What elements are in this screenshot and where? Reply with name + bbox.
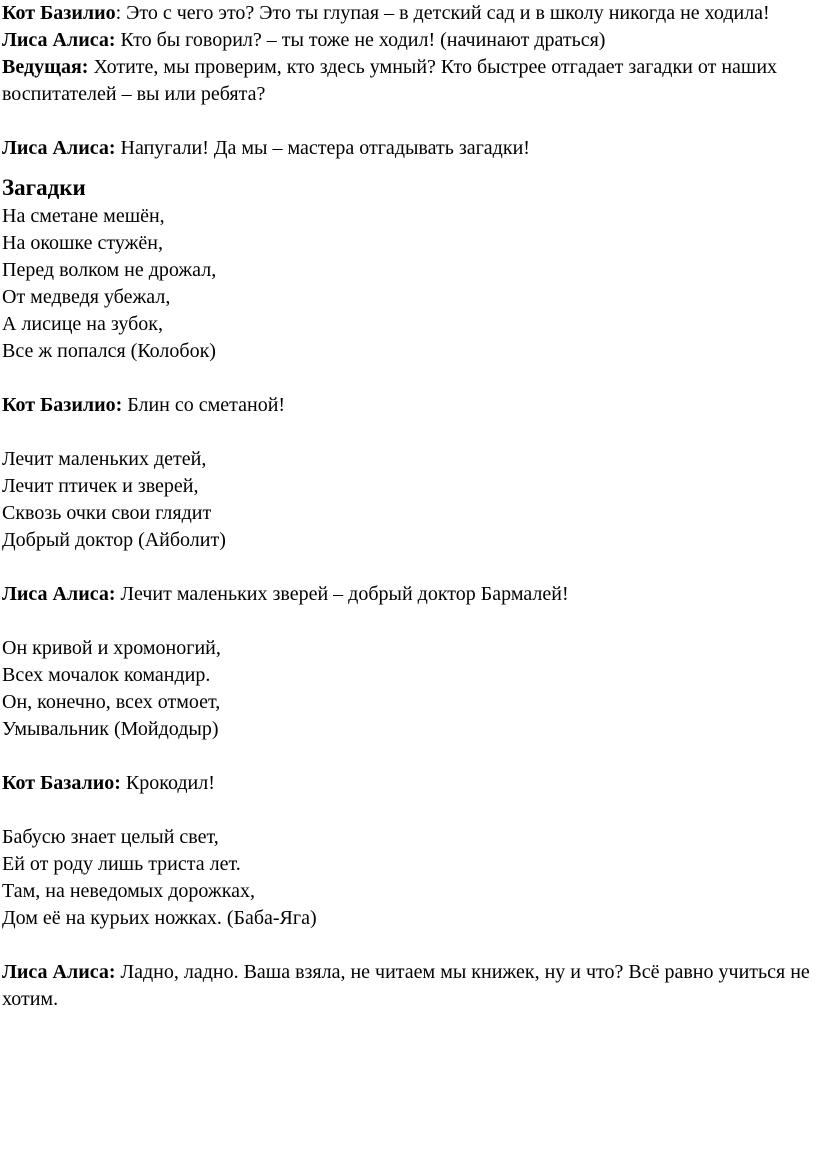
blank-line xyxy=(2,932,812,959)
riddle-line: Сквозь очки свои глядит xyxy=(2,502,212,524)
riddle-line: От медведя убежал, xyxy=(2,286,171,308)
dialogue-text: Лечит маленьких зверей – добрый доктор Бармалей! xyxy=(120,583,569,605)
riddles-heading: Загадки xyxy=(2,175,86,200)
dialogue-text: Это с чего это? Это ты глупая – в детский сад и в школу никогда не ходила! xyxy=(126,2,770,24)
riddle-line: Перед волком не дрожал, xyxy=(2,259,217,281)
riddle-line: Ей от роду лишь триста лет. xyxy=(2,853,241,875)
riddle-line: Все ж попался (Колобок) xyxy=(2,340,216,362)
dialogue-text: Ладно, ладно. Ваша взяла, не читаем мы книжек, ну и что? Всё равно учиться не хотим. xyxy=(2,961,810,1010)
riddle-2 xyxy=(2,446,812,554)
speaker-name: Лиса Алиса: xyxy=(2,583,116,605)
dialogue-line xyxy=(2,392,812,419)
blank-line xyxy=(2,797,812,824)
blank-line xyxy=(2,419,812,446)
blank-line xyxy=(2,608,812,635)
dialogue-line xyxy=(2,54,812,108)
speaker-name: Лиса Алиса: xyxy=(2,29,116,51)
dialogue-text: Крокодил! xyxy=(125,772,215,794)
speaker-name: Кот Базалио: xyxy=(2,772,121,794)
riddle-line: А лисице на зубок, xyxy=(2,313,163,335)
riddle-line: Умывальник (Мойдодыр) xyxy=(2,718,219,740)
riddle-line: На сметане мешён, xyxy=(2,205,165,227)
blank-line xyxy=(2,108,812,135)
speaker-name: Лиса Алиса: xyxy=(2,961,116,983)
dialogue-line xyxy=(2,770,812,797)
riddle-line: Он, конечно, всех отмоет, xyxy=(2,691,221,713)
riddle-line: Он кривой и хромоногий, xyxy=(2,637,221,659)
riddle-line: Лечит птичек и зверей, xyxy=(2,475,199,497)
speaker-separator: : xyxy=(115,2,127,24)
dialogue-line xyxy=(2,959,812,1013)
riddle-4 xyxy=(2,824,812,932)
riddle-1 xyxy=(2,203,812,365)
speaker-name: Лиса Алиса: xyxy=(2,137,116,159)
dialogue-text: Напугали! Да мы – мастера отгадывать загадки! xyxy=(120,137,530,159)
blank-line xyxy=(2,743,812,770)
riddle-line: Там, на неведомых дорожках, xyxy=(2,880,256,902)
speaker-name: Кот Базилио: xyxy=(2,394,123,416)
dialogue-text: Кто бы говорил? – ты тоже не ходил! (начинают драться) xyxy=(120,29,606,51)
riddle-3 xyxy=(2,635,812,743)
riddle-line: На окошке стужён, xyxy=(2,232,164,254)
blank-line xyxy=(2,554,812,581)
riddle-line: Дом её на курьих ножках. (Баба-Яга) xyxy=(2,907,317,929)
dialogue-line xyxy=(2,135,812,162)
dialogue-text: Хотите, мы проверим, кто здесь умный? Кто быстрее отгадает загадки от наших воспитателей – вы или ребята? xyxy=(2,56,778,105)
blank-line xyxy=(2,365,812,392)
dialogue-line xyxy=(2,0,812,27)
dialogue-line xyxy=(2,581,812,608)
speaker-name: Ведущая: xyxy=(2,56,89,78)
riddle-line: Лечит маленьких детей, xyxy=(2,448,207,470)
riddle-line: Бабусю знает целый свет, xyxy=(2,826,219,848)
riddle-line: Добрый доктор (Айболит) xyxy=(2,529,226,551)
riddle-line: Всех мочалок командир. xyxy=(2,664,211,686)
dialogue-text: Блин со сметаной! xyxy=(127,394,286,416)
speaker-name: Кот Базилио xyxy=(2,2,116,24)
dialogue-line xyxy=(2,27,812,54)
